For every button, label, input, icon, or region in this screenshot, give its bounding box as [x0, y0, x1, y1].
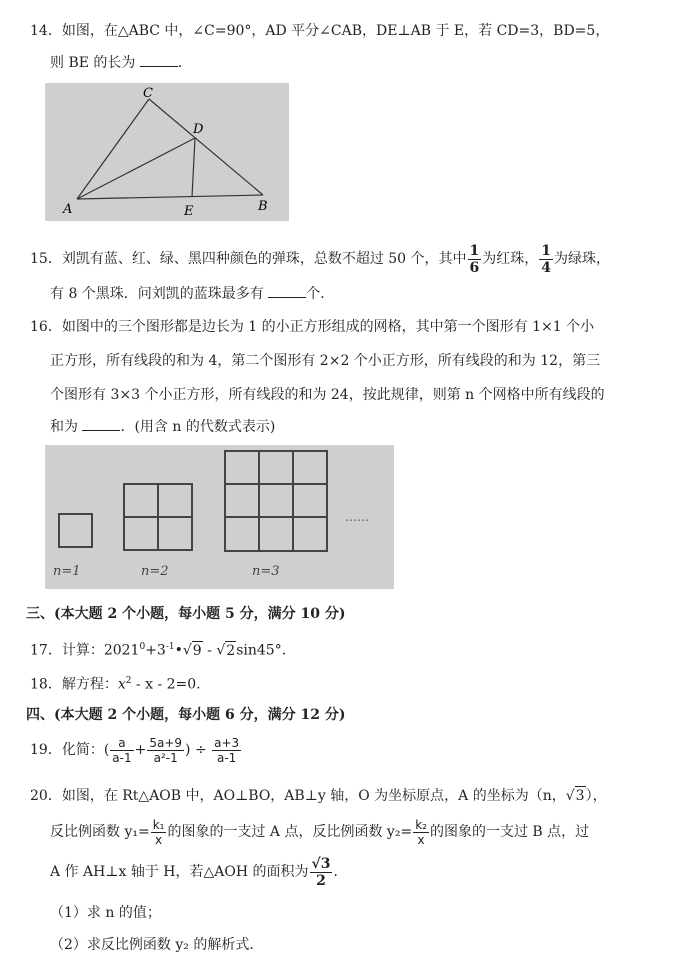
q20-line2: 反比例函数 y₁= $\frac{\text{k₁}}{x}$ 的图象的一支过 A 点，反比例函数 y₂= $\frac{\text{k₂}}{x}$ 的图象的一支过 B 点，过	[50, 817, 590, 847]
q20-line1: 20．如图，在 Rt△AOB 中，AO⊥BO，AB⊥y 轴，O 为坐标原点，A 的坐标为（n，√3），	[30, 788, 607, 804]
q16-line4-text: 和为	[50, 419, 78, 435]
q15-line2	[50, 285, 334, 303]
fraction-one-quarter: $\frac{1}{4}$	[541, 242, 552, 276]
q15-line2-end: 个．	[306, 286, 335, 302]
triangle-diagram	[45, 83, 289, 221]
q16-line1: 16．如图中的三个图形都是边长为 1 的小正方形组成的网格，其中第一个图形有 1×1 个小	[30, 319, 595, 335]
answer-blank	[268, 285, 306, 298]
answer-blank	[140, 54, 178, 67]
q16-line4	[50, 418, 275, 436]
segment-ab	[77, 195, 263, 199]
q17-line: 17．计算：$2021^0+3^{-1}•√9 - √2\sin 45^\circ$．	[30, 642, 296, 659]
fraction-5a-plus-9: $\frac{5a+9}{\text{a²-1}}$	[149, 735, 183, 765]
q14-line1: 14．如图，在△ABC 中，∠C=90°，AD 平分∠CAB，DE⊥AB 于 E，若 CD=3，BD=5，	[30, 23, 610, 39]
grid-n2	[124, 484, 192, 550]
q20-sub1: （1）求 n 的值；	[50, 905, 161, 921]
q16-line4-end: ．(用含 n 的代数式表示)	[120, 419, 276, 435]
fraction-k1-over-x: $\frac{\text{k₁}}{x}$	[152, 817, 165, 847]
section-4-heading: 四、(本大题 2 个小题，每小题 6 分，满分 12 分)	[26, 707, 346, 723]
grid-n3	[225, 451, 327, 551]
q17-prefix: 17．计算：2021	[30, 642, 140, 659]
q15-red-text: 为红珠，	[482, 251, 539, 267]
fraction-one-sixth: $\frac{1}{6}$	[469, 242, 480, 276]
q14-line2	[50, 54, 192, 72]
q14-line2-text: 则 BE 的长为	[50, 55, 136, 71]
sqrt-9: 9	[192, 642, 202, 659]
fraction-k2-over-x: $\frac{\text{k₂}}{x}$	[415, 817, 427, 847]
label-n2: n=2	[141, 564, 169, 579]
section-3-heading: 三、(本大题 2 个小题，每小题 5 分，满分 10 分)	[26, 606, 346, 622]
segment-de	[192, 138, 195, 197]
label-n3: n=3	[252, 564, 280, 579]
label-d: D	[193, 122, 204, 137]
triangle-figure	[45, 83, 289, 221]
q14-line2-end: ．	[177, 55, 192, 71]
sqrt-3: 3	[575, 788, 585, 804]
q15-line1	[30, 242, 610, 276]
q16-line3: 个图形有 3×3 个小正方形，所有线段的和为 24，按此规律，则第 n 个网格中所有线段的	[50, 387, 605, 403]
segment-cb	[149, 99, 263, 195]
segment-ad	[77, 138, 195, 199]
grid-ellipsis: ……	[345, 510, 369, 524]
grid-figure	[45, 445, 394, 589]
segment-ac	[77, 99, 149, 199]
q20-line3: A 作 AH⊥x 轴于 H，若△AOH 的面积为 $\frac{√3}{2}$ ．	[50, 855, 348, 889]
grid-diagram	[45, 445, 394, 589]
q18-line: 18．解方程：$x^2 - x - 2=0$.	[30, 676, 201, 693]
sqrt-2: 2	[226, 642, 236, 659]
q15-line1-text: 15．刘凯有蓝、红、绿、黑四种颜色的弹珠，总数不超过 50 个，其中	[30, 251, 467, 267]
label-e: E	[184, 204, 194, 219]
answer-blank	[82, 418, 120, 431]
label-c: C	[143, 86, 153, 101]
q16-line2: 正方形，所有线段的和为 4，第二个图形有 2×2 个小正方形，所有线段的和为 12，第三	[50, 353, 601, 369]
q15-line2-text: 有 8 个黑珠．问刘凯的蓝珠最多有	[50, 286, 264, 302]
q20-sub2: （2）求反比例函数 y₂ 的解析式．	[50, 937, 264, 953]
label-a: A	[63, 202, 73, 217]
fraction-a-over-a-minus-1: $\frac{a}{a-1}$	[112, 735, 132, 765]
label-n1: n=1	[53, 564, 81, 579]
q19-line: 19．化简：( $\frac{a}{a-1}$ + $\frac{5a+9}{\text{a²-1}}$ ) ÷ $\frac{a+3}{a-1}$	[30, 735, 240, 765]
label-b: B	[258, 199, 268, 214]
q15-green-text: 为绿珠，	[554, 251, 611, 267]
grid-n1	[59, 514, 92, 547]
fraction-sqrt3-over-2: $\frac{√3}{2}$	[311, 855, 331, 889]
fraction-a-plus-3: $\frac{a+3}{a-1}$	[214, 735, 240, 765]
